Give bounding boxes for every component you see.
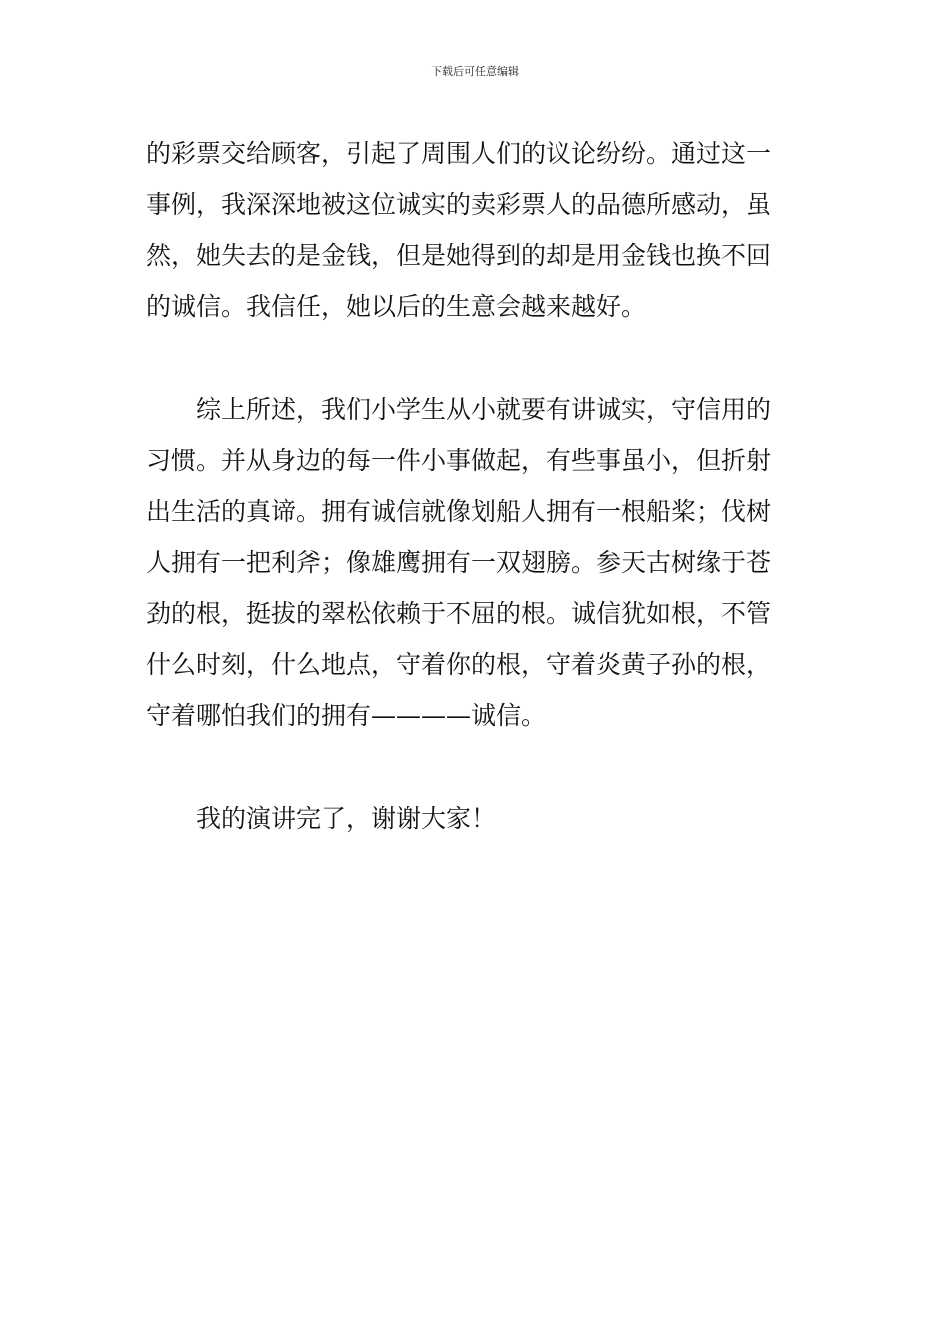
text-line: 综上所述，我们小学生从小就要有讲诚实，守信用的 <box>196 395 772 424</box>
page-header: 下载后可任意编辑 <box>431 65 519 78</box>
text-line: 我的演讲完了，谢谢大家！ <box>196 804 497 833</box>
document-body <box>146 128 804 844</box>
text-line: 的诚信。我信任，她以后的生意会越来越好。 <box>146 292 647 321</box>
text-line: 劲的根，挺拔的翠松依赖于不屈的根。诚信犹如根，不管 <box>146 599 772 628</box>
text-line: 然，她失去的是金钱，但是她得到的却是用金钱也换不回 <box>146 241 772 270</box>
paragraph-3 <box>146 793 804 844</box>
text-line: 什么时刻，什么地点，守着你的根，守着炎黄子孙的根， <box>146 650 772 679</box>
paragraph-gap <box>146 332 804 384</box>
text-line: 人拥有一把利斧；像雄鹰拥有一双翅膀。参天古树缘于苍 <box>146 548 772 577</box>
paragraph-gap <box>146 741 804 793</box>
text-line: 的彩票交给顾客，引起了周围人们的议论纷纷。通过这一 <box>146 139 772 168</box>
paragraph-1 <box>146 128 804 332</box>
text-line: 守着哪怕我们的拥有————诚信。 <box>146 701 547 730</box>
paragraph-2 <box>146 384 804 741</box>
text-line: 事例，我深深地被这位诚实的卖彩票人的品德所感动，虽 <box>146 190 772 219</box>
text-line: 习惯。并从身边的每一件小事做起，有些事虽小，但折射 <box>146 446 772 475</box>
text-line: 出生活的真谛。拥有诚信就像划船人拥有一根船桨；伐树 <box>146 497 772 526</box>
